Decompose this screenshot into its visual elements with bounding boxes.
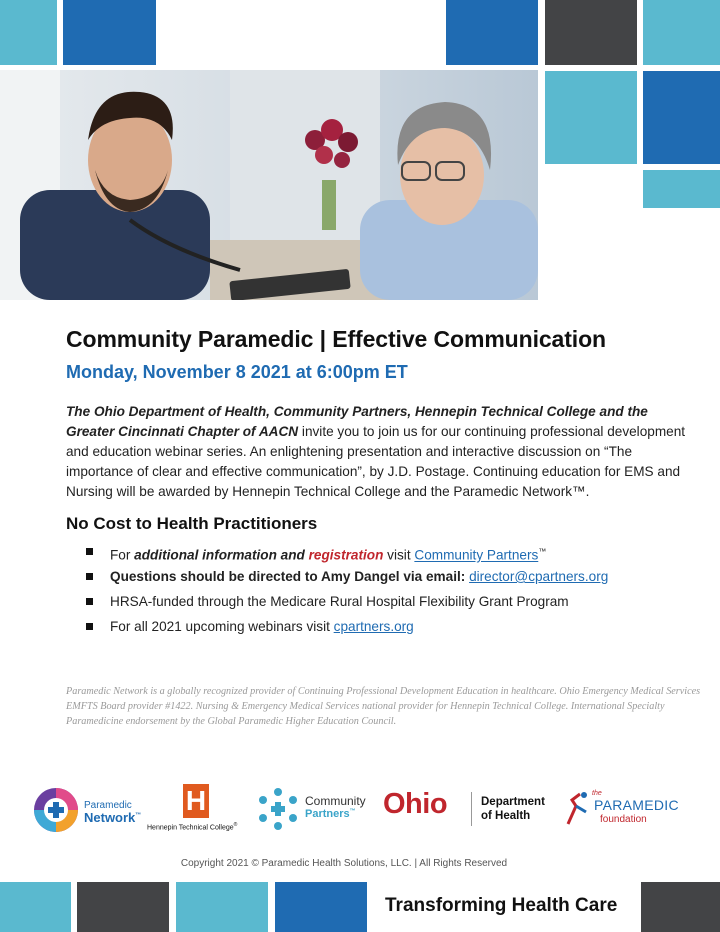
bullet-icon <box>86 573 93 580</box>
disclaimer-text: Paramedic Network is a globally recognized provider of Continuing Professional Development Education in healthcare. Ohio Emergency Medical Services EMFTS Board provider #1422. Nursing & Emergency Medical Services national provider for Hennepin Technical College. International Specialty Paramedicine endorsement by the Global Paramedic Higher Education Council. <box>66 686 701 727</box>
ohio-health-logo <box>383 790 555 830</box>
decor-square <box>0 0 57 65</box>
community-partners-line2: Partners <box>305 808 350 820</box>
bullet-emphasis: additional information and <box>134 547 309 563</box>
decor-square <box>545 0 637 65</box>
bullet-text: HRSA-funded through the Medicare Rural Hospital Flexibility Grant Program <box>110 594 569 609</box>
bullet-icon <box>86 548 93 555</box>
ohio-dept-line2: of Health <box>481 810 531 822</box>
decor-square <box>0 882 71 932</box>
info-list <box>86 542 608 642</box>
hero-photo <box>0 70 538 300</box>
trademark-mark: ™ <box>135 812 142 819</box>
decor-square <box>176 882 268 932</box>
email-link[interactable]: director@cpartners.org <box>469 569 609 584</box>
list-item <box>86 542 608 567</box>
hennepin-icon: H <box>183 784 209 818</box>
paramedic-network-logo <box>32 786 152 836</box>
decor-square <box>545 71 637 164</box>
bullet-text: Questions should be directed to Amy Dangel via email: <box>110 569 470 584</box>
bullet-text: For all 2021 upcoming webinars visit <box>110 619 334 634</box>
event-date: Monday, November 8 2021 at 6:00pm ET <box>66 362 408 382</box>
paramedic-foundation-logo <box>562 790 692 830</box>
intro-paragraph <box>66 402 686 502</box>
decor-square <box>63 0 156 65</box>
bullet-icon <box>86 623 93 630</box>
list-item <box>86 617 608 642</box>
logo-divider <box>471 792 472 826</box>
decor-square <box>446 0 538 65</box>
intro-body-text: invite you to join us for our continuing professional development and education webinar series. An enlightening presentation and interactive discussion on “The importance of clear and effective communication”, by J.D. Postage. Continuing education for EMS and Nursing will be awarded by Hennepin Technical College and the Paramedic Network™. <box>66 424 686 499</box>
hennepin-name: Hennepin Technical College <box>147 824 234 832</box>
cpartners-link[interactable]: cpartners.org <box>333 619 414 634</box>
paramedic-network-icon <box>32 786 80 834</box>
runner-icon <box>562 790 592 826</box>
decor-square <box>641 882 720 932</box>
decor-square <box>77 882 169 932</box>
trademark-mark: ™ <box>349 808 356 815</box>
copyright-text: Copyright 2021 © Paramedic Health Solutions, LLC. | All Rights Reserved <box>180 858 508 869</box>
community-partners-link[interactable]: Community Partners <box>414 547 539 563</box>
tagline: Transforming Health Care <box>385 895 618 916</box>
list-item <box>86 567 608 592</box>
community-partners-line1: Community <box>305 794 366 808</box>
trademark-mark: ® <box>233 822 238 828</box>
trademark-mark: ™ <box>538 547 547 556</box>
foundation-sub: foundation <box>600 814 647 825</box>
organizers-text: The Ohio Department of Health, Community Partners, Hennepin Technical College and the Greater Cincinnati Chapter of AACN <box>66 404 648 439</box>
registration-text: registration <box>308 547 384 563</box>
ohio-dept-line1: Department <box>481 796 545 808</box>
paramedic-network-line2: Network <box>84 810 136 825</box>
community-partners-logo <box>255 786 375 832</box>
page-title: Community Paramedic | Effective Communication <box>66 326 606 352</box>
bullet-text: For <box>110 547 135 563</box>
decor-square <box>643 0 720 65</box>
snowflake-icon <box>255 786 301 832</box>
hennepin-logo <box>147 784 247 834</box>
decor-square <box>275 882 367 932</box>
foundation-name: PARAMEDIC <box>594 797 679 813</box>
list-item <box>86 592 608 617</box>
bullet-text: visit <box>383 547 415 563</box>
section-subhead: No Cost to Health Practitioners <box>66 514 318 533</box>
bullet-icon <box>86 598 93 605</box>
paramedic-network-line1: Paramedic <box>84 800 132 811</box>
decor-square <box>643 170 720 208</box>
ohio-wordmark: Ohio <box>383 788 448 820</box>
foundation-the: the <box>592 790 602 797</box>
decor-square <box>643 71 720 164</box>
